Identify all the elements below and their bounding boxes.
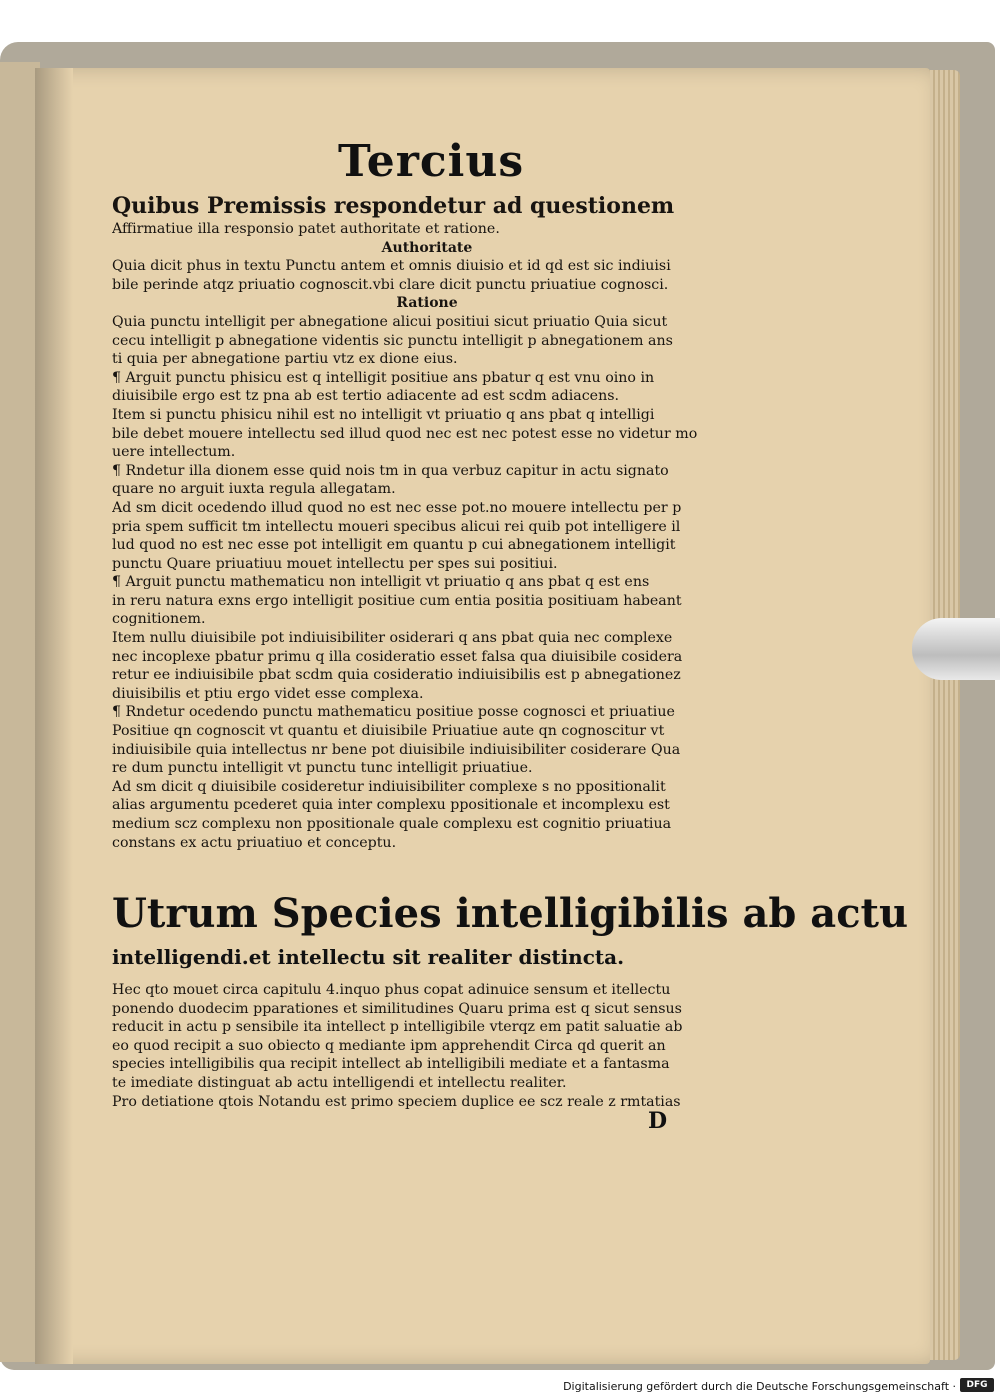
text-line: Ratione bbox=[396, 295, 458, 312]
text-line: lud quod no est nec esse pot intelligit em quantu p cui abnegationem intelligit bbox=[112, 537, 676, 554]
text-line: Quia punctu intelligit per abnegatione alicui positiui sicut priuatio Quia sicut bbox=[112, 313, 668, 330]
section2-heading: Utrum Species intelligibilis ab actu bbox=[112, 890, 909, 937]
text-line: Affirmatiue illa responsio patet authoritate et ratione. bbox=[112, 221, 500, 237]
text-line: Pro detiatione qtois Notandu est primo speciem duplice ee scz reale z rmtatias bbox=[112, 1093, 681, 1110]
text-line: reducit in actu p sensibile ita intellect p intelligibile vterqz em patit saluatie ab bbox=[112, 1019, 683, 1036]
text-line: cognitionem. bbox=[112, 611, 206, 628]
text-line: ¶ Arguit punctu mathematicu non intelligit vt priuatio q ans pbat q est ens bbox=[112, 574, 650, 591]
text-line: Item si punctu phisicu nihil est no intelligit vt priuatio q ans pbat q intelligi bbox=[112, 406, 655, 423]
running-title: Tercius bbox=[338, 136, 525, 187]
signature-mark: D bbox=[648, 1108, 668, 1134]
text-line: ponendo duodecim pparationes et similitudines Quaru prima est q sicut sensus bbox=[112, 1000, 682, 1017]
page-gutter bbox=[35, 68, 73, 1364]
text-line: Ad sm dicit q diuisibile cosideretur indiuisibiliter complexe s no ppositionalit bbox=[112, 778, 666, 795]
glass-page-weight bbox=[912, 618, 1000, 680]
text-line: bile debet mouere intellectu sed illud quod nec est nec potest esse no videtur mo bbox=[112, 425, 698, 442]
text-line: nec incoplexe pbatur primu q illa cosideratio esset falsa qua diuisibile cosidera bbox=[112, 648, 683, 665]
section2-subheading: intelligendi.et intellectu sit realiter distincta. bbox=[112, 945, 625, 969]
text-line: pria spem sufficit tm intellectu moueri specibus alicui rei quib pot intelligere il bbox=[112, 518, 681, 535]
text-line: diuisibilis et ptiu ergo videt esse complexa. bbox=[112, 685, 424, 702]
text-line: indiuisibile quia intellectus nr bene pot diuisibile indiuisibiliter cosiderare Qua bbox=[112, 741, 681, 758]
text-line: re dum punctu intelligit vt punctu tunc intelligit priuatiue. bbox=[112, 760, 533, 777]
section1-heading: Quibus Premissis respondetur ad questionem bbox=[112, 193, 675, 219]
text-line: retur ee indiuisibile pbat scdm quia cosideratio indiuisibilis est p abnegationez bbox=[112, 667, 681, 684]
text-line: in reru natura exns ergo intelligit positiue cum entia positia positiuam habeant bbox=[112, 592, 682, 609]
section2-text bbox=[112, 981, 742, 1111]
dfg-logo: DFG bbox=[960, 1378, 994, 1392]
text-line: punctu Quare priuatiuu mouet intellectu per spes sui positiui. bbox=[112, 555, 558, 572]
text-line: eo quod recipit a suo obiecto q mediante ipm apprehendit Circa qd querit an bbox=[112, 1037, 666, 1054]
text-line: ¶ Rndetur ocedendo punctu mathematicu positiue posse cognosci et priuatiue bbox=[112, 704, 675, 721]
text-line: Item nullu diuisibile pot indiuisibiliter osiderari q ans pbat quia nec complexe bbox=[112, 630, 673, 647]
text-line: diuisibile ergo est tz pna ab est tertio adiacente ad est scdm adiacens. bbox=[112, 388, 619, 405]
text-line: alias argumentu pcederet quia inter complexu ppositionale et incomplexu est bbox=[112, 797, 670, 814]
text-line: ¶ Rndetur illa dionem esse quid nois tm in qua verbuz capitur in actu signato bbox=[112, 462, 669, 479]
footer-credit: Digitalisierung gefördert durch die Deutsche Forschungsgemeinschaft · bbox=[563, 1380, 956, 1393]
footer bbox=[0, 1372, 1000, 1398]
text-line: uere intellectum. bbox=[112, 444, 236, 461]
book-spine bbox=[0, 62, 40, 1362]
section1-text bbox=[112, 192, 742, 852]
text-line: cecu intelligit p abnegatione videntis sic punctu intelligit p abnegationem ans bbox=[112, 332, 673, 349]
text-line: Positiue qn cognoscit vt quantu et diuisibile Priuatiue aute qn cognoscitur vt bbox=[112, 723, 665, 740]
text-line: bile perinde atqz priuatio cognoscit.vbi clare dicit punctu priuatiue cognosci. bbox=[112, 276, 669, 293]
text-line: constans ex actu priuatiuo et conceptu. bbox=[112, 834, 397, 851]
text-line: species intelligibilis qua recipit intellect ab intelligibili mediate et a fantasma bbox=[112, 1056, 670, 1073]
text-line: quare no arguit iuxta regula allegatam. bbox=[112, 481, 396, 498]
text-line: medium scz complexu non ppositionale quale complexu est cognitio priuatiua bbox=[112, 816, 672, 832]
text-line: Ad sm dicit ocedendo illud quod no est nec esse pot.no mouere intellectu per p bbox=[112, 499, 682, 516]
text-line: Hec qto mouet circa capitulu 4.inquo phus copat adinuice sensum et itellectu bbox=[112, 982, 671, 998]
text-line: Quia dicit phus in textu Punctu antem et omnis diuisio et id qd est sic indiuisi bbox=[112, 258, 671, 275]
text-line: te imediate distinguat ab actu intelligendi et intellectu realiter. bbox=[112, 1074, 567, 1091]
text-line: Authoritate bbox=[381, 239, 473, 256]
text-line: ti quia per abnegatione partiu vtz ex dione eius. bbox=[112, 351, 458, 368]
text-line: ¶ Arguit punctu phisicu est q intelligit positiue ans pbatur q est vnu oino in bbox=[112, 369, 655, 386]
